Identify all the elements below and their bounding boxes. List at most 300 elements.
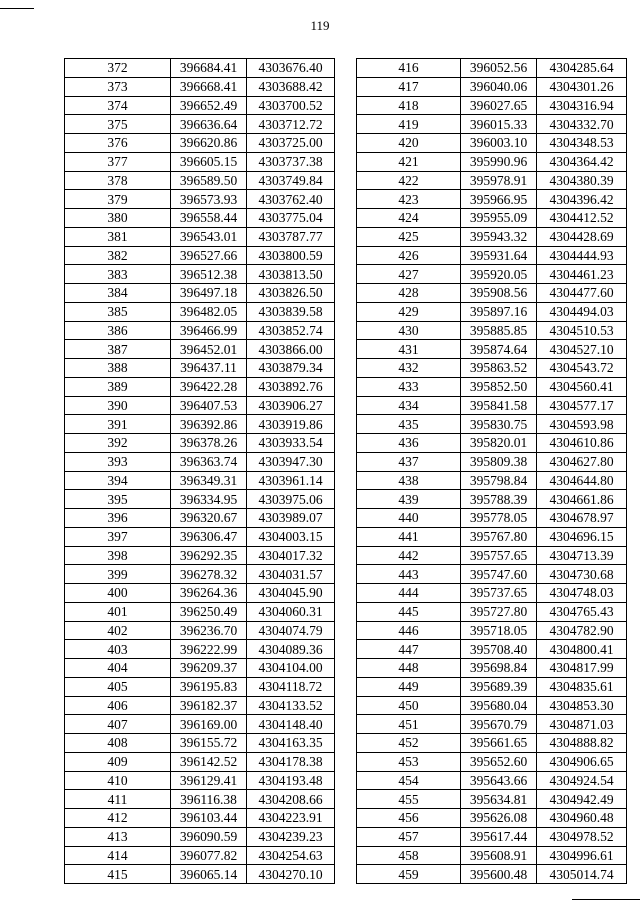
y-coordinate-cell: 4304301.26 bbox=[537, 77, 627, 96]
table-row bbox=[357, 471, 627, 490]
x-coordinate-cell: 395990.96 bbox=[461, 152, 537, 171]
x-coordinate-cell: 395767.80 bbox=[461, 527, 537, 546]
point-number-cell: 456 bbox=[357, 809, 461, 828]
bottom-right-rule bbox=[572, 899, 640, 900]
table-row bbox=[65, 284, 335, 303]
table-row bbox=[357, 321, 627, 340]
point-number-cell: 454 bbox=[357, 771, 461, 790]
point-number-cell: 434 bbox=[357, 396, 461, 415]
y-coordinate-cell: 4303688.42 bbox=[247, 77, 335, 96]
y-coordinate-cell: 4303989.07 bbox=[247, 509, 335, 528]
point-number-cell: 424 bbox=[357, 209, 461, 228]
y-coordinate-cell: 4304527.10 bbox=[537, 340, 627, 359]
table-row bbox=[65, 190, 335, 209]
table-row bbox=[65, 696, 335, 715]
y-coordinate-cell: 4304835.61 bbox=[537, 677, 627, 696]
y-coordinate-cell: 4303676.40 bbox=[247, 59, 335, 78]
point-number-cell: 390 bbox=[65, 396, 171, 415]
x-coordinate-cell: 395897.16 bbox=[461, 302, 537, 321]
table-row bbox=[357, 396, 627, 415]
point-number-cell: 411 bbox=[65, 790, 171, 809]
y-coordinate-cell: 4304380.39 bbox=[537, 171, 627, 190]
x-coordinate-cell: 395708.40 bbox=[461, 640, 537, 659]
y-coordinate-cell: 4303919.86 bbox=[247, 415, 335, 434]
point-number-cell: 422 bbox=[357, 171, 461, 190]
table-row bbox=[357, 209, 627, 228]
x-coordinate-cell: 396437.11 bbox=[171, 359, 247, 378]
x-coordinate-cell: 396169.00 bbox=[171, 715, 247, 734]
x-coordinate-cell: 395978.91 bbox=[461, 171, 537, 190]
point-number-cell: 377 bbox=[65, 152, 171, 171]
x-coordinate-cell: 395698.84 bbox=[461, 659, 537, 678]
point-number-cell: 431 bbox=[357, 340, 461, 359]
x-coordinate-cell: 395863.52 bbox=[461, 359, 537, 378]
y-coordinate-cell: 4305014.74 bbox=[537, 865, 627, 884]
x-coordinate-cell: 395788.39 bbox=[461, 490, 537, 509]
y-coordinate-cell: 4303839.58 bbox=[247, 302, 335, 321]
point-number-cell: 383 bbox=[65, 265, 171, 284]
y-coordinate-cell: 4304332.70 bbox=[537, 115, 627, 134]
x-coordinate-cell: 396620.86 bbox=[171, 134, 247, 153]
y-coordinate-cell: 4304364.42 bbox=[537, 152, 627, 171]
table-row bbox=[357, 77, 627, 96]
point-number-cell: 448 bbox=[357, 659, 461, 678]
point-number-cell: 407 bbox=[65, 715, 171, 734]
point-number-cell: 374 bbox=[65, 96, 171, 115]
table-row bbox=[357, 640, 627, 659]
table-row bbox=[357, 846, 627, 865]
y-coordinate-cell: 4304782.90 bbox=[537, 621, 627, 640]
y-coordinate-cell: 4304942.49 bbox=[537, 790, 627, 809]
table-row bbox=[65, 490, 335, 509]
y-coordinate-cell: 4304148.40 bbox=[247, 715, 335, 734]
x-coordinate-cell: 396015.33 bbox=[461, 115, 537, 134]
x-coordinate-cell: 396543.01 bbox=[171, 227, 247, 246]
point-number-cell: 426 bbox=[357, 246, 461, 265]
point-number-cell: 417 bbox=[357, 77, 461, 96]
y-coordinate-cell: 4303906.27 bbox=[247, 396, 335, 415]
x-coordinate-cell: 395652.60 bbox=[461, 752, 537, 771]
table-row bbox=[357, 415, 627, 434]
point-number-cell: 444 bbox=[357, 584, 461, 603]
point-number-cell: 396 bbox=[65, 509, 171, 528]
y-coordinate-cell: 4304906.65 bbox=[537, 752, 627, 771]
table-row bbox=[65, 115, 335, 134]
point-number-cell: 455 bbox=[357, 790, 461, 809]
table-row bbox=[357, 340, 627, 359]
y-coordinate-cell: 4303933.54 bbox=[247, 434, 335, 453]
x-coordinate-cell: 396605.15 bbox=[171, 152, 247, 171]
point-number-cell: 379 bbox=[65, 190, 171, 209]
y-coordinate-cell: 4304593.98 bbox=[537, 415, 627, 434]
x-coordinate-cell: 395955.09 bbox=[461, 209, 537, 228]
table-body-left bbox=[65, 59, 335, 884]
point-number-cell: 428 bbox=[357, 284, 461, 303]
table-row bbox=[357, 115, 627, 134]
page-number: 119 bbox=[310, 18, 330, 33]
y-coordinate-cell: 4304800.41 bbox=[537, 640, 627, 659]
point-number-cell: 413 bbox=[65, 827, 171, 846]
y-coordinate-cell: 4304477.60 bbox=[537, 284, 627, 303]
x-coordinate-cell: 396378.26 bbox=[171, 434, 247, 453]
point-number-cell: 406 bbox=[65, 696, 171, 715]
y-coordinate-cell: 4304678.97 bbox=[537, 509, 627, 528]
y-coordinate-cell: 4304104.00 bbox=[247, 659, 335, 678]
point-number-cell: 437 bbox=[357, 452, 461, 471]
y-coordinate-cell: 4304960.48 bbox=[537, 809, 627, 828]
x-coordinate-cell: 396264.36 bbox=[171, 584, 247, 603]
table-row bbox=[65, 434, 335, 453]
y-coordinate-cell: 4304510.53 bbox=[537, 321, 627, 340]
x-coordinate-cell: 396527.66 bbox=[171, 246, 247, 265]
point-number-cell: 442 bbox=[357, 546, 461, 565]
y-coordinate-cell: 4304060.31 bbox=[247, 602, 335, 621]
y-coordinate-cell: 4304661.86 bbox=[537, 490, 627, 509]
table-row bbox=[357, 284, 627, 303]
table-row bbox=[357, 565, 627, 584]
x-coordinate-cell: 396250.49 bbox=[171, 602, 247, 621]
table-row bbox=[65, 171, 335, 190]
y-coordinate-cell: 4304461.23 bbox=[537, 265, 627, 284]
table-row bbox=[357, 452, 627, 471]
x-coordinate-cell: 395634.81 bbox=[461, 790, 537, 809]
table-row bbox=[357, 602, 627, 621]
point-number-cell: 414 bbox=[65, 846, 171, 865]
y-coordinate-cell: 4303712.72 bbox=[247, 115, 335, 134]
point-number-cell: 453 bbox=[357, 752, 461, 771]
x-coordinate-cell: 396292.35 bbox=[171, 546, 247, 565]
x-coordinate-cell: 395885.85 bbox=[461, 321, 537, 340]
table-row bbox=[65, 527, 335, 546]
table-row bbox=[357, 677, 627, 696]
x-coordinate-cell: 396182.37 bbox=[171, 696, 247, 715]
x-coordinate-cell: 396497.18 bbox=[171, 284, 247, 303]
point-number-cell: 425 bbox=[357, 227, 461, 246]
table-row bbox=[65, 659, 335, 678]
y-coordinate-cell: 4304627.80 bbox=[537, 452, 627, 471]
coordinates-table-left bbox=[64, 58, 335, 884]
point-number-cell: 450 bbox=[357, 696, 461, 715]
point-number-cell: 435 bbox=[357, 415, 461, 434]
x-coordinate-cell: 395830.75 bbox=[461, 415, 537, 434]
x-coordinate-cell: 396422.28 bbox=[171, 377, 247, 396]
point-number-cell: 446 bbox=[357, 621, 461, 640]
table-row bbox=[65, 77, 335, 96]
table-row bbox=[65, 96, 335, 115]
point-number-cell: 394 bbox=[65, 471, 171, 490]
table-row bbox=[65, 321, 335, 340]
y-coordinate-cell: 4304696.15 bbox=[537, 527, 627, 546]
x-coordinate-cell: 395943.32 bbox=[461, 227, 537, 246]
y-coordinate-cell: 4304494.03 bbox=[537, 302, 627, 321]
x-coordinate-cell: 395798.84 bbox=[461, 471, 537, 490]
y-coordinate-cell: 4303879.34 bbox=[247, 359, 335, 378]
point-number-cell: 409 bbox=[65, 752, 171, 771]
x-coordinate-cell: 396349.31 bbox=[171, 471, 247, 490]
table-row bbox=[65, 152, 335, 171]
table-row bbox=[65, 621, 335, 640]
table-row bbox=[357, 152, 627, 171]
table-row bbox=[65, 471, 335, 490]
point-number-cell: 447 bbox=[357, 640, 461, 659]
point-number-cell: 391 bbox=[65, 415, 171, 434]
y-coordinate-cell: 4303975.06 bbox=[247, 490, 335, 509]
x-coordinate-cell: 396684.41 bbox=[171, 59, 247, 78]
point-number-cell: 430 bbox=[357, 321, 461, 340]
x-coordinate-cell: 395680.04 bbox=[461, 696, 537, 715]
y-coordinate-cell: 4304089.36 bbox=[247, 640, 335, 659]
point-number-cell: 418 bbox=[357, 96, 461, 115]
y-coordinate-cell: 4304045.90 bbox=[247, 584, 335, 603]
y-coordinate-cell: 4304003.15 bbox=[247, 527, 335, 546]
table-row bbox=[65, 302, 335, 321]
point-number-cell: 381 bbox=[65, 227, 171, 246]
point-number-cell: 443 bbox=[357, 565, 461, 584]
table-row bbox=[65, 584, 335, 603]
x-coordinate-cell: 395718.05 bbox=[461, 621, 537, 640]
y-coordinate-cell: 4304270.10 bbox=[247, 865, 335, 884]
point-number-cell: 410 bbox=[65, 771, 171, 790]
x-coordinate-cell: 396363.74 bbox=[171, 452, 247, 471]
y-coordinate-cell: 4303826.50 bbox=[247, 284, 335, 303]
y-coordinate-cell: 4304193.48 bbox=[247, 771, 335, 790]
y-coordinate-cell: 4304713.39 bbox=[537, 546, 627, 565]
table-row bbox=[357, 527, 627, 546]
x-coordinate-cell: 395689.39 bbox=[461, 677, 537, 696]
x-coordinate-cell: 395908.56 bbox=[461, 284, 537, 303]
table-row bbox=[357, 790, 627, 809]
point-number-cell: 405 bbox=[65, 677, 171, 696]
table-row bbox=[357, 696, 627, 715]
table-row bbox=[65, 59, 335, 78]
table-row bbox=[357, 96, 627, 115]
x-coordinate-cell: 395966.95 bbox=[461, 190, 537, 209]
point-number-cell: 382 bbox=[65, 246, 171, 265]
x-coordinate-cell: 396320.67 bbox=[171, 509, 247, 528]
point-number-cell: 459 bbox=[357, 865, 461, 884]
table-row bbox=[357, 59, 627, 78]
x-coordinate-cell: 396573.93 bbox=[171, 190, 247, 209]
point-number-cell: 421 bbox=[357, 152, 461, 171]
point-number-cell: 433 bbox=[357, 377, 461, 396]
table-row bbox=[357, 734, 627, 753]
coordinates-table-right bbox=[356, 58, 627, 884]
point-number-cell: 402 bbox=[65, 621, 171, 640]
y-coordinate-cell: 4304444.93 bbox=[537, 246, 627, 265]
x-coordinate-cell: 396052.56 bbox=[461, 59, 537, 78]
table-row bbox=[65, 734, 335, 753]
point-number-cell: 386 bbox=[65, 321, 171, 340]
y-coordinate-cell: 4304748.03 bbox=[537, 584, 627, 603]
point-number-cell: 380 bbox=[65, 209, 171, 228]
y-coordinate-cell: 4304396.42 bbox=[537, 190, 627, 209]
point-number-cell: 387 bbox=[65, 340, 171, 359]
table-row bbox=[65, 565, 335, 584]
y-coordinate-cell: 4304316.94 bbox=[537, 96, 627, 115]
x-coordinate-cell: 396195.83 bbox=[171, 677, 247, 696]
y-coordinate-cell: 4303762.40 bbox=[247, 190, 335, 209]
x-coordinate-cell: 395737.65 bbox=[461, 584, 537, 603]
point-number-cell: 457 bbox=[357, 827, 461, 846]
table-row bbox=[65, 865, 335, 884]
x-coordinate-cell: 395747.60 bbox=[461, 565, 537, 584]
y-coordinate-cell: 4303725.00 bbox=[247, 134, 335, 153]
x-coordinate-cell: 396452.01 bbox=[171, 340, 247, 359]
y-coordinate-cell: 4304610.86 bbox=[537, 434, 627, 453]
table-row bbox=[357, 509, 627, 528]
y-coordinate-cell: 4303947.30 bbox=[247, 452, 335, 471]
y-coordinate-cell: 4304074.79 bbox=[247, 621, 335, 640]
table-row bbox=[357, 434, 627, 453]
table-row bbox=[357, 490, 627, 509]
table-row bbox=[65, 790, 335, 809]
point-number-cell: 452 bbox=[357, 734, 461, 753]
x-coordinate-cell: 396668.41 bbox=[171, 77, 247, 96]
x-coordinate-cell: 396236.70 bbox=[171, 621, 247, 640]
point-number-cell: 438 bbox=[357, 471, 461, 490]
point-number-cell: 415 bbox=[65, 865, 171, 884]
x-coordinate-cell: 395931.64 bbox=[461, 246, 537, 265]
y-coordinate-cell: 4304996.61 bbox=[537, 846, 627, 865]
table-row bbox=[357, 827, 627, 846]
x-coordinate-cell: 395617.44 bbox=[461, 827, 537, 846]
point-number-cell: 393 bbox=[65, 452, 171, 471]
table-row bbox=[65, 827, 335, 846]
point-number-cell: 432 bbox=[357, 359, 461, 378]
point-number-cell: 372 bbox=[65, 59, 171, 78]
table-row bbox=[65, 677, 335, 696]
table-row bbox=[357, 659, 627, 678]
point-number-cell: 451 bbox=[357, 715, 461, 734]
table-row bbox=[357, 359, 627, 378]
point-number-cell: 392 bbox=[65, 434, 171, 453]
table-body-right bbox=[357, 59, 627, 884]
point-number-cell: 388 bbox=[65, 359, 171, 378]
x-coordinate-cell: 396129.41 bbox=[171, 771, 247, 790]
x-coordinate-cell: 395820.01 bbox=[461, 434, 537, 453]
x-coordinate-cell: 396003.10 bbox=[461, 134, 537, 153]
y-coordinate-cell: 4304730.68 bbox=[537, 565, 627, 584]
x-coordinate-cell: 396589.50 bbox=[171, 171, 247, 190]
x-coordinate-cell: 396652.49 bbox=[171, 96, 247, 115]
x-coordinate-cell: 396040.06 bbox=[461, 77, 537, 96]
table-row bbox=[65, 715, 335, 734]
table-row bbox=[65, 377, 335, 396]
point-number-cell: 458 bbox=[357, 846, 461, 865]
table-row bbox=[357, 227, 627, 246]
point-number-cell: 419 bbox=[357, 115, 461, 134]
x-coordinate-cell: 396065.14 bbox=[171, 865, 247, 884]
y-coordinate-cell: 4304924.54 bbox=[537, 771, 627, 790]
x-coordinate-cell: 395852.50 bbox=[461, 377, 537, 396]
table-row bbox=[65, 509, 335, 528]
x-coordinate-cell: 396466.99 bbox=[171, 321, 247, 340]
x-coordinate-cell: 396155.72 bbox=[171, 734, 247, 753]
x-coordinate-cell: 396116.38 bbox=[171, 790, 247, 809]
table-row bbox=[357, 809, 627, 828]
point-number-cell: 412 bbox=[65, 809, 171, 828]
table-row bbox=[65, 359, 335, 378]
point-number-cell: 416 bbox=[357, 59, 461, 78]
y-coordinate-cell: 4304254.63 bbox=[247, 846, 335, 865]
table-row bbox=[65, 846, 335, 865]
table-row bbox=[357, 377, 627, 396]
point-number-cell: 439 bbox=[357, 490, 461, 509]
y-coordinate-cell: 4303852.74 bbox=[247, 321, 335, 340]
table-row bbox=[357, 190, 627, 209]
y-coordinate-cell: 4304239.23 bbox=[247, 827, 335, 846]
table-row bbox=[357, 134, 627, 153]
point-number-cell: 404 bbox=[65, 659, 171, 678]
y-coordinate-cell: 4304118.72 bbox=[247, 677, 335, 696]
table-row bbox=[65, 640, 335, 659]
y-coordinate-cell: 4303775.04 bbox=[247, 209, 335, 228]
x-coordinate-cell: 395661.65 bbox=[461, 734, 537, 753]
point-number-cell: 399 bbox=[65, 565, 171, 584]
y-coordinate-cell: 4304223.91 bbox=[247, 809, 335, 828]
y-coordinate-cell: 4304817.99 bbox=[537, 659, 627, 678]
x-coordinate-cell: 395643.66 bbox=[461, 771, 537, 790]
y-coordinate-cell: 4304285.64 bbox=[537, 59, 627, 78]
table-row bbox=[65, 452, 335, 471]
point-number-cell: 420 bbox=[357, 134, 461, 153]
x-coordinate-cell: 396636.64 bbox=[171, 115, 247, 134]
y-coordinate-cell: 4303892.76 bbox=[247, 377, 335, 396]
x-coordinate-cell: 396103.44 bbox=[171, 809, 247, 828]
x-coordinate-cell: 396090.59 bbox=[171, 827, 247, 846]
y-coordinate-cell: 4304133.52 bbox=[247, 696, 335, 715]
table-row bbox=[357, 715, 627, 734]
table-row bbox=[65, 809, 335, 828]
point-number-cell: 427 bbox=[357, 265, 461, 284]
x-coordinate-cell: 395778.05 bbox=[461, 509, 537, 528]
x-coordinate-cell: 396278.32 bbox=[171, 565, 247, 584]
top-left-rule bbox=[0, 8, 34, 9]
y-coordinate-cell: 4304560.41 bbox=[537, 377, 627, 396]
x-coordinate-cell: 395600.48 bbox=[461, 865, 537, 884]
table-row bbox=[65, 246, 335, 265]
y-coordinate-cell: 4304348.53 bbox=[537, 134, 627, 153]
table-row bbox=[357, 771, 627, 790]
y-coordinate-cell: 4304765.43 bbox=[537, 602, 627, 621]
point-number-cell: 373 bbox=[65, 77, 171, 96]
x-coordinate-cell: 396334.95 bbox=[171, 490, 247, 509]
table-row bbox=[65, 752, 335, 771]
point-number-cell: 385 bbox=[65, 302, 171, 321]
x-coordinate-cell: 396392.86 bbox=[171, 415, 247, 434]
point-number-cell: 401 bbox=[65, 602, 171, 621]
y-coordinate-cell: 4304644.80 bbox=[537, 471, 627, 490]
x-coordinate-cell: 395608.91 bbox=[461, 846, 537, 865]
y-coordinate-cell: 4303800.59 bbox=[247, 246, 335, 265]
x-coordinate-cell: 395670.79 bbox=[461, 715, 537, 734]
x-coordinate-cell: 396407.53 bbox=[171, 396, 247, 415]
x-coordinate-cell: 396558.44 bbox=[171, 209, 247, 228]
x-coordinate-cell: 396077.82 bbox=[171, 846, 247, 865]
x-coordinate-cell: 396512.38 bbox=[171, 265, 247, 284]
point-number-cell: 441 bbox=[357, 527, 461, 546]
x-coordinate-cell: 395874.64 bbox=[461, 340, 537, 359]
table-row bbox=[65, 546, 335, 565]
x-coordinate-cell: 395626.08 bbox=[461, 809, 537, 828]
y-coordinate-cell: 4303787.77 bbox=[247, 227, 335, 246]
point-number-cell: 436 bbox=[357, 434, 461, 453]
point-number-cell: 398 bbox=[65, 546, 171, 565]
y-coordinate-cell: 4304163.35 bbox=[247, 734, 335, 753]
y-coordinate-cell: 4303961.14 bbox=[247, 471, 335, 490]
y-coordinate-cell: 4304543.72 bbox=[537, 359, 627, 378]
point-number-cell: 423 bbox=[357, 190, 461, 209]
